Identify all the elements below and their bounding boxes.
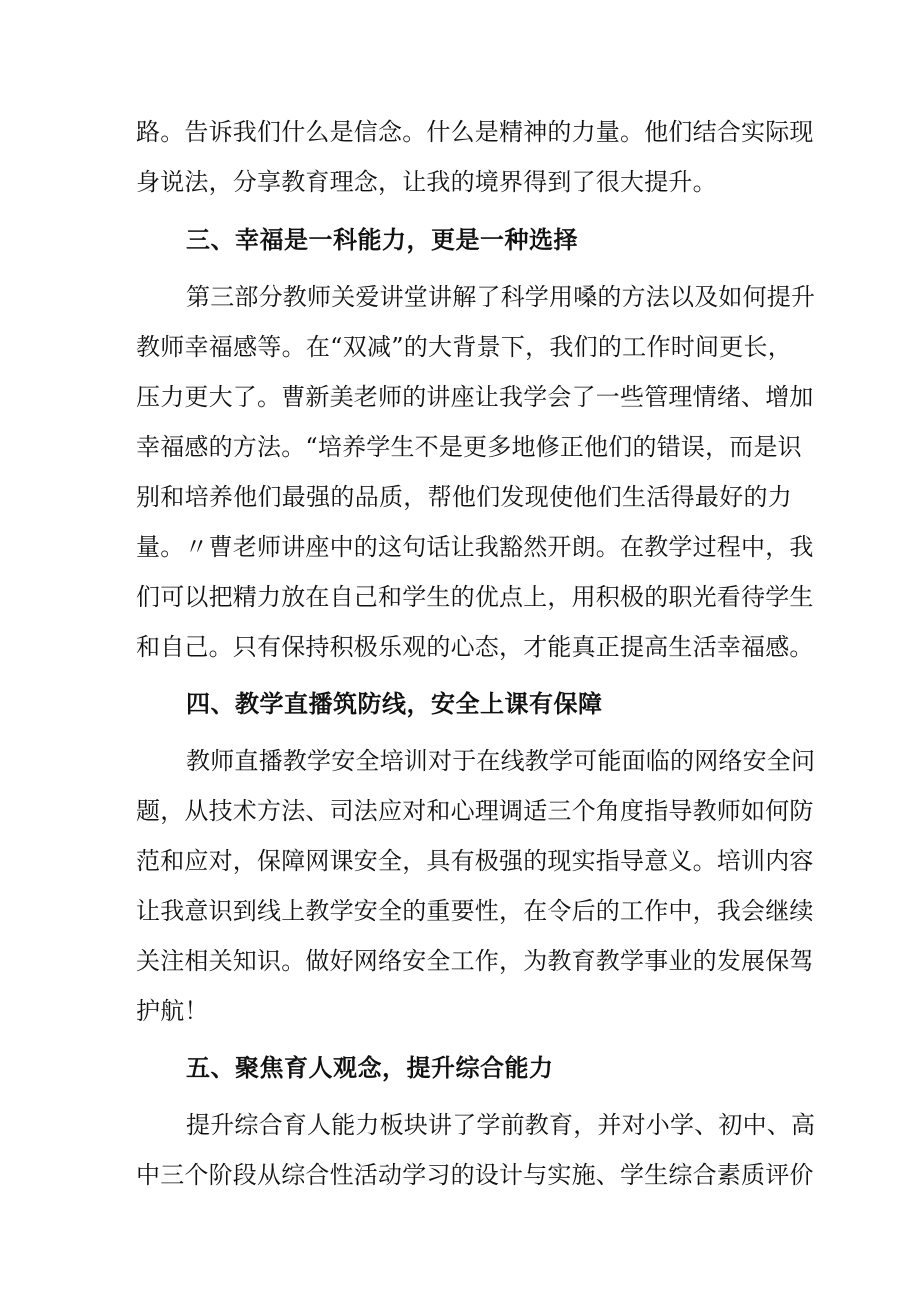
paragraph-line: 幸福感的方法。“培养学生不是更多地修正他们的错误，而是识 [136,433,802,461]
paragraph-line: 身说法，分享教育理念，让我的境界得到了很大提升。 [136,168,717,196]
paragraph-line: 范和应对，保障网课安全，具有极强的现实指导意义。培训内容 [136,847,814,875]
paragraph-line: 教师幸福感等。在“双减”的大背景下，我们的工作时间更长， [136,333,792,361]
paragraph-line: 提升综合育人能力板块讲了学前教育，并对小学、初中、高 [186,1111,816,1139]
section-heading-5: 五、聚焦育人观念，提升综合能力 [186,1053,554,1082]
paragraph-line: 第三部分教师关爱讲堂讲解了科学用嗓的方法以及如何提升 [186,283,816,311]
paragraph-line: 让我意识到线上教学安全的重要性，在令后的工作中，我会继续 [136,897,814,925]
paragraph-line: 路。告诉我们什么是信念。什么是精神的力量。他们结合实际现 [136,118,814,146]
paragraph-line: 教师直播教学安全培训对于在线教学可能面临的网络安全问 [186,747,816,775]
paragraph-line: 中三个阶段从综合性活动学习的设计与实施、学生综合素质评价 [136,1161,814,1189]
paragraph-line: 护航！ [136,997,209,1025]
paragraph-line: 和自己。只有保持积极乐观的心态，才能真正提高生活幸福感。 [136,633,814,661]
paragraph-line: 压力更大了。曹新美老师的讲座让我学会了一些管理情绪、增加 [136,383,814,411]
paragraph-line: 量。〃曹老师讲座中的这句话让我豁然开朗。在教学过程中，我 [136,533,814,561]
paragraph-line: 关注相关知识。做好网络安全工作，为教育教学事业的发展保驾 [136,947,814,975]
section-heading-3: 三、幸福是一科能力，更是一种选择 [186,225,578,254]
paragraph-line: 别和培养他们最强的品质，帮他们发现使他们生活得最好的力 [136,483,792,511]
paragraph-line: 题，从技术方法、司法应对和心理调适三个角度指导教师如何防 [136,797,814,825]
paragraph-line: 们可以把精力放在自己和学生的优点上，用积极的职光看待学生 [136,583,814,611]
section-heading-4: 四、教学直播筑防线，安全上课有保障 [186,689,603,718]
